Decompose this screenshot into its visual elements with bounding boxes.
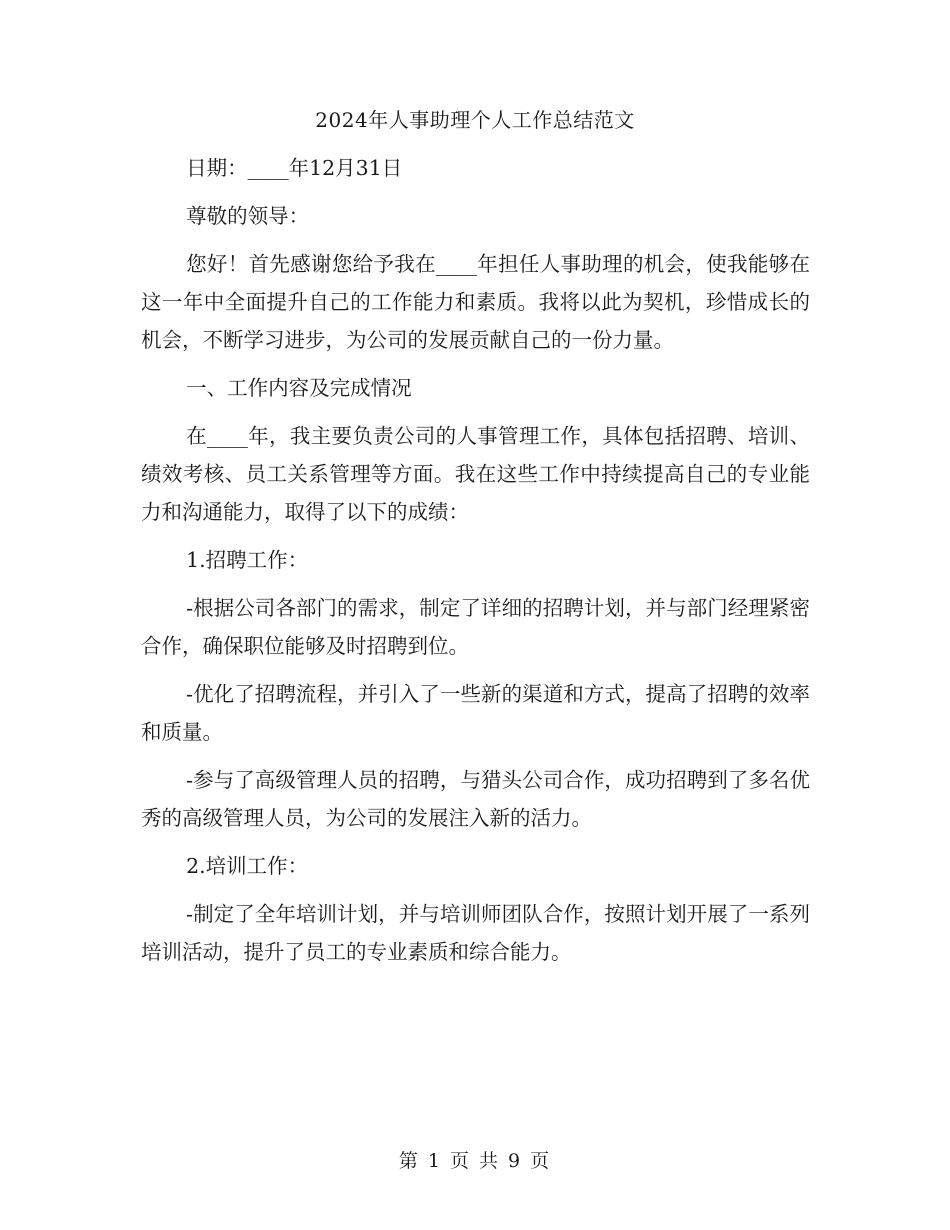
- recruitment-item-1: -根据公司各部门的需求，制定了详细的招聘计划，并与部门经理紧密合作，确保职位能够及时招聘到位。: [141, 596, 810, 658]
- section-heading-work-content: 一、工作内容及完成情况: [186, 376, 412, 400]
- salutation: 尊敬的领导：: [186, 204, 310, 228]
- training-item-1: -制定了全年培训计划，并与培训师团队合作，按照计划开展了一系列培训活动，提升了员工的专业素质和综合能力。: [141, 902, 810, 964]
- date-line: 日期：____年12月31日: [186, 156, 403, 180]
- page-footer: 第 1 页 共 9 页: [398, 1150, 552, 1172]
- recruitment-item-2: -优化了招聘流程，并引入了一些新的渠道和方式，提高了招聘的效率和质量。: [141, 682, 810, 744]
- document-body: [141, 149, 810, 981]
- document-title: 2024年人事助理个人工作总结范文: [315, 108, 635, 132]
- intro-paragraph: 您好！首先感谢您给予我在____年担任人事助理的机会，使我能够在这一年中全面提升自己的工作能力和素质。我将以此为契机，珍惜成长的机会，不断学习进步，为公司的发展贡献自己的一份力量。: [141, 252, 810, 352]
- work-overview-paragraph: 在____年，我主要负责公司的人事管理工作，具体包括招聘、培训、绩效考核、员工关系管理等方面。我在这些工作中持续提高自己的专业能力和沟通能力，取得了以下的成绩：: [141, 424, 810, 524]
- subsection-recruitment: 1.招聘工作：: [186, 548, 309, 572]
- subsection-training: 2.培训工作：: [186, 854, 309, 878]
- recruitment-item-3: -参与了高级管理人员的招聘，与猎头公司合作，成功招聘到了多名优秀的高级管理人员，为公司的发展注入新的活力。: [141, 768, 810, 830]
